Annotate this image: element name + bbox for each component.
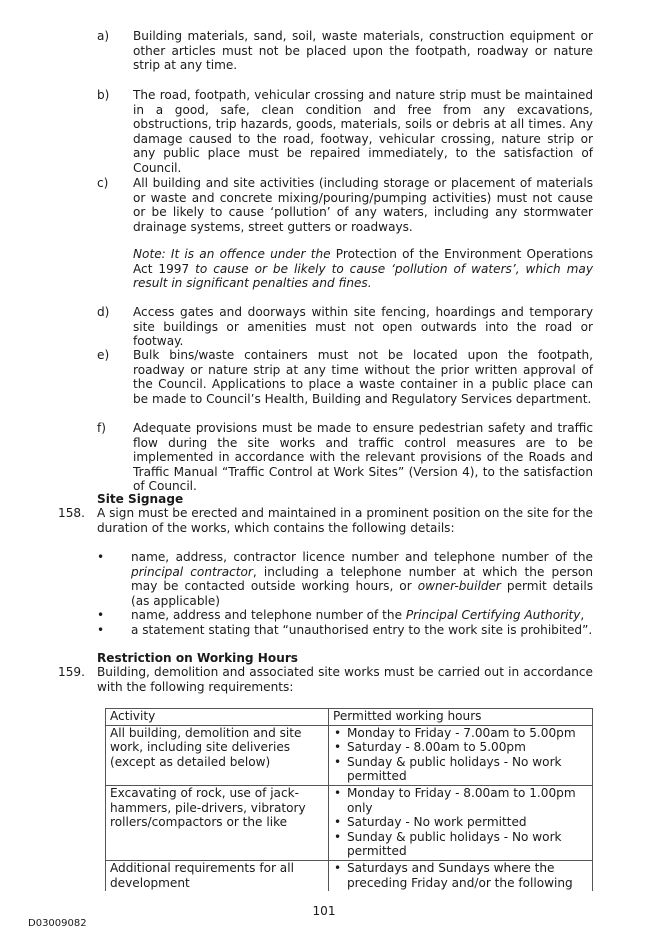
column-header-hours: Permitted working hours (329, 709, 593, 726)
note-text-1: Note: It is an offence under the (133, 247, 336, 261)
activity-cell: Excavating of rock, use of jack-hammers, pile-drivers, vibratory rollers/compactors or the like (106, 785, 329, 860)
column-header-activity: Activity (106, 709, 329, 726)
principal-contractor-text: principal contractor (131, 564, 253, 579)
working-hours-heading: Restriction on Working Hours (97, 651, 299, 665)
item-text: Adequate provisions must be made to ensure pedestrian safety and traffic flow during the site works and traffic control measures are to be implemented in accordance with the relevant provisions of the Roads and Traffic Manual “Traffic Control at Work Sites” (Version 4), to the satisfaction of Council. (133, 421, 593, 494)
hours-item: • Saturday - 8.00am to 5.00pm (333, 740, 588, 755)
hours-item: • Saturdays and Sundays where the preceding Friday and/or the following (333, 861, 588, 890)
table-row (106, 725, 593, 785)
clause-text: Building, demolition and associated site works must be carried out in accordance with the following requirements: (97, 665, 593, 694)
signage-bullet-list (97, 550, 593, 638)
activity-cell: Additional requirements for all development (106, 860, 329, 891)
note-paragraph (133, 247, 593, 291)
bullet-text: name, address and telephone number of the (131, 608, 406, 623)
clause-158 (58, 506, 593, 535)
item-text: Access gates and doorways within site fencing, hoardings and temporary site buildings or amenities must not open outwards into the road or footway. (133, 305, 593, 349)
working-hours-table (105, 708, 593, 891)
list-item-a (97, 29, 593, 73)
hours-cell (329, 785, 593, 860)
table-row (106, 860, 593, 891)
item-text: Bulk bins/waste containers must not be located upon the footpath, roadway or nature strip at any time without the prior written approval of the Council. Applications to place a waste container in a public place can be made to Council’s Health, Building and Regulatory Services department. (133, 348, 593, 406)
bullet-text: , including a telephone number at which the person may be contacted outside working hours, or (131, 564, 593, 594)
bullet-text: , (580, 608, 585, 623)
note-act-name: Protection of the Environment Operations Act 1997 (133, 247, 593, 276)
list-item-b (97, 88, 593, 176)
item-label: b) (97, 88, 110, 102)
hours-cell (329, 860, 593, 891)
list-item (97, 608, 593, 623)
pca-text: Principal Certifying Authority (405, 608, 581, 623)
table-row (106, 785, 593, 860)
clause-text: A sign must be erected and maintained in a prominent position on the site for the duration of the works, which contains the following details: (97, 506, 593, 535)
bullet-icon: • (97, 550, 105, 564)
page-number: 101 (312, 904, 336, 918)
bullet-icon: • (97, 608, 105, 623)
list-item-d (97, 305, 593, 349)
list-item (97, 550, 593, 608)
hours-item: • Sunday & public holidays - No work permitted (333, 830, 588, 859)
item-label: d) (97, 305, 110, 319)
item-label: c) (97, 176, 109, 190)
hours-item: • Monday to Friday - 7.00am to 5.00pm (333, 726, 588, 741)
hours-item: • Saturday - No work permitted (333, 815, 588, 830)
list-item-f (97, 421, 593, 494)
hours-item: • Sunday & public holidays - No work permitted (333, 755, 588, 784)
list-item-e (97, 348, 593, 406)
item-label: a) (97, 29, 110, 43)
bullet-text: a statement stating that “unauthorised entry to the work site is prohibited”. (131, 622, 593, 637)
bullet-text: permit details (as applicable) (131, 579, 593, 608)
owner-builder-text: owner-builder (417, 579, 501, 594)
bullet-icon: • (97, 622, 105, 637)
activity-cell: All building, demolition and site work, including site deliveries (except as detailed below) (106, 725, 329, 785)
item-text: All building and site activities (including storage or placement of materials or waste and concrete mixing/pouring/pumping activities) must not cause or be likely to cause ‘pollution’ of any waters, including any stormwater drainage systems, street gutters or roadways. (133, 176, 593, 234)
document-id: D03009082 (28, 918, 87, 929)
note-text-2: to cause or be likely to cause ‘pollution of waters’, which may result in significant penalties and fines. (133, 261, 593, 291)
clause-number: 158. (58, 506, 85, 520)
list-item-c (97, 176, 593, 234)
hours-item: • Monday to Friday - 8.00am to 1.00pm only (333, 786, 588, 815)
list-item (97, 623, 593, 638)
table-header-row (106, 709, 593, 726)
item-label: e) (97, 348, 110, 362)
bullet-text: name, address, contractor licence number and telephone number of the (131, 550, 593, 564)
clause-159 (58, 665, 593, 694)
item-label: f) (97, 421, 106, 435)
clause-number: 159. (58, 665, 85, 679)
hours-cell (329, 725, 593, 785)
site-signage-heading: Site Signage (97, 492, 184, 506)
item-text: The road, footpath, vehicular crossing and nature strip must be maintained in a good, safe, clean condition and free from any excavations, obstructions, trip hazards, goods, materials, soils or debris at all times. Any damage caused to the road, footway, vehicular crossing, nature strip or any public place must be repaired immediately, to the satisfaction of Council. (133, 88, 593, 175)
item-text: Building materials, sand, soil, waste materials, construction equipment or other articles must not be placed upon the footpath, roadway or nature strip at any time. (133, 29, 593, 73)
